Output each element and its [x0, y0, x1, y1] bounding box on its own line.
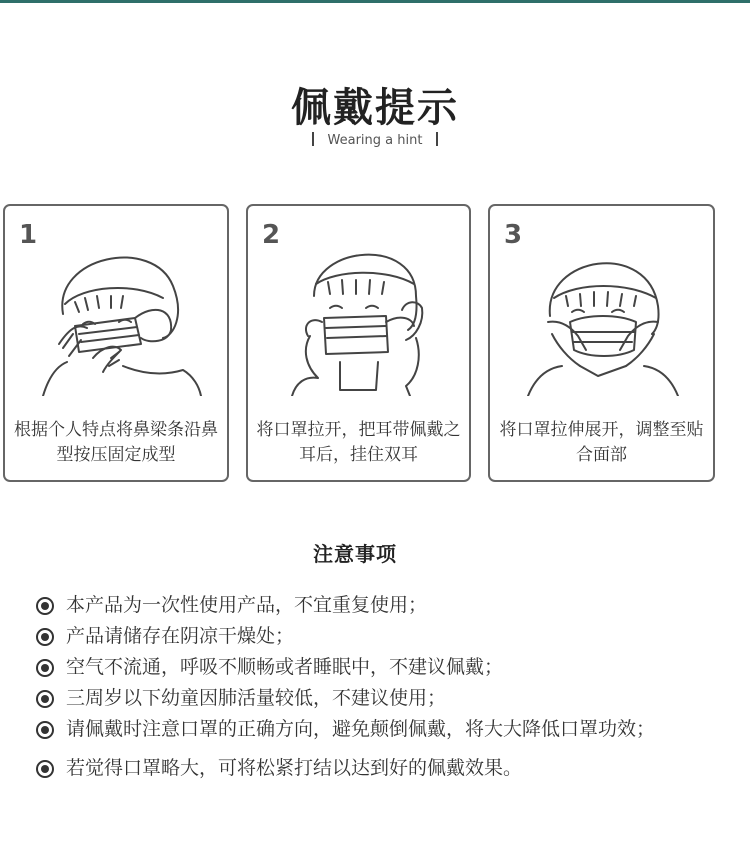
page-title: 佩戴提示	[291, 85, 459, 131]
notes-list	[36, 590, 696, 784]
note-text: 请佩戴时注意口罩的正确方向，避免颠倒佩戴，将大大降低口罩功效；	[66, 718, 656, 740]
step-caption: 根据个人特点将鼻梁条沿鼻型按压固定成型	[14, 420, 218, 465]
step-number: 1	[19, 220, 38, 250]
subtitle-text: Wearing a hint	[327, 133, 423, 148]
step-card-3	[488, 204, 715, 482]
step-number: 3	[504, 220, 523, 250]
divider-bar-right	[436, 132, 438, 146]
pinch-nose-bridge-illustration	[23, 226, 213, 396]
note-item	[36, 652, 696, 683]
note-text: 本产品为一次性使用产品，不宜重复使用；	[66, 594, 428, 616]
page-subtitle	[0, 132, 750, 148]
note-item	[36, 683, 696, 714]
note-text: 空气不流通，呼吸不顺畅或者睡眠中，不建议佩戴；	[66, 656, 504, 678]
bullet-icon	[36, 597, 54, 615]
note-text: 三周岁以下幼童因肺活量较低，不建议使用；	[66, 687, 447, 709]
note-text: 若觉得口罩略大，可将松紧打结以达到好的佩戴效果。	[66, 757, 523, 779]
note-item	[36, 714, 656, 745]
note-text: 产品请储存在阴凉干燥处；	[66, 625, 295, 647]
bullet-icon	[36, 628, 54, 646]
step-caption: 将口罩拉开，把耳带佩戴之耳后，挂住双耳	[256, 420, 461, 465]
divider-bar-left	[312, 132, 314, 146]
bullet-icon	[36, 721, 54, 739]
bullet-icon	[36, 659, 54, 677]
note-item	[36, 621, 696, 652]
note-item	[36, 590, 696, 621]
step-caption: 将口罩拉伸展开，调整至贴合面部	[499, 420, 704, 465]
step-card-1	[3, 204, 229, 482]
notes-title: 注意事项	[313, 542, 397, 566]
hook-ear-loops-illustration	[266, 226, 456, 396]
adjust-fit-illustration	[508, 226, 698, 396]
top-accent-rule	[0, 0, 750, 3]
step-number: 2	[262, 220, 281, 250]
bullet-icon	[36, 690, 54, 708]
bullet-icon	[36, 760, 54, 778]
step-card-2	[246, 204, 471, 482]
note-item	[36, 753, 696, 784]
